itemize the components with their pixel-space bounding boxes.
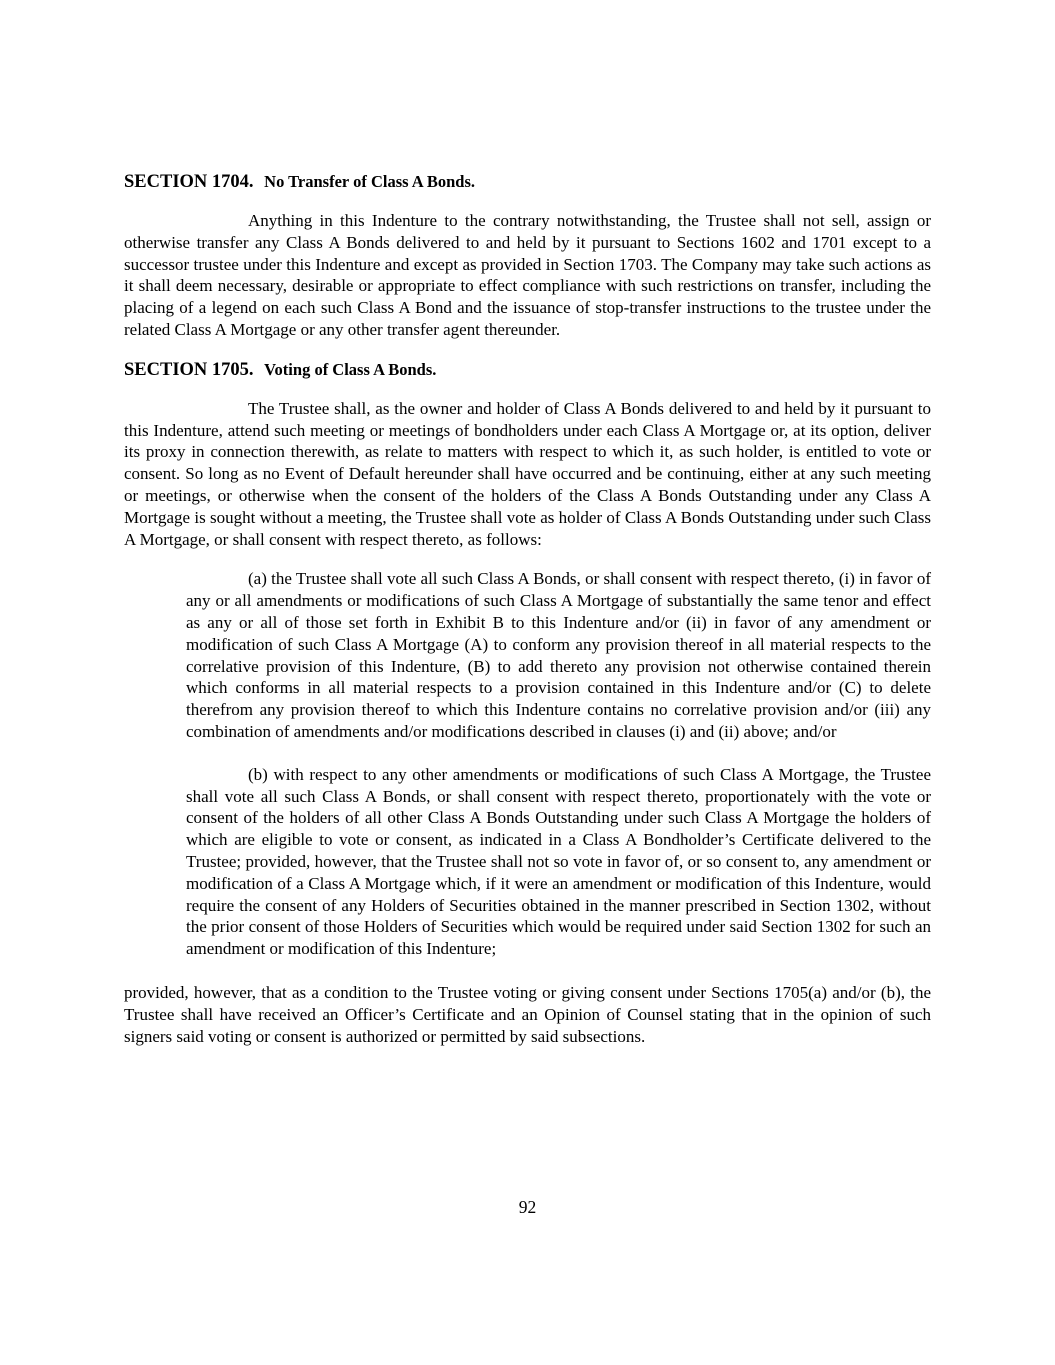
section-1704-paragraph: Anything in this Indenture to the contrary notwithstanding, the Trustee shall not sell, assign or otherwise transfer any Class A Bonds delivered to and held by it pursuant to Sections 1602 and 1701 except to a successor trustee under this Indenture and except as provided in Section 1703. The Company may take such actions as it shall deem necessary, desirable or appropriate to effect compliance with such restrictions on transfer, including the placing of a legend on each such Class A Bond and the issuance of stop-transfer instructions to the trustee under the related Class A Mortgage or any other transfer agent thereunder.: [124, 211, 931, 339]
section-title: Voting of Class A Bonds.: [264, 359, 437, 379]
section-number: SECTION 1705.: [124, 359, 254, 380]
document-page: [124, 171, 931, 1047]
section-1704-heading: [124, 171, 931, 193]
section-1705-paragraph: The Trustee shall, as the owner and holder of Class A Bonds delivered to and held by it pursuant to this Indenture, attend such meeting or meetings of bondholders under each Class A Mortgage or, at its option, deliver its proxy in connection therewith, as relate to matters with respect to which it, as such holder, is entitled to vote or consent. So long as no Event of Default hereunder shall have occurred and be continuing, either at any such meeting or meetings, or otherwise when the consent of the holders of the Class A Bonds Outstanding under any Class A Mortgage is sought without a meeting, the Trustee shall vote as holder of Class A Bonds Outstanding under such Class A Mortgage, or shall consent with respect thereto, as follows:: [124, 398, 931, 549]
clause-b: (b) with respect to any other amendments or modifications of such Class A Mortgage, the Trustee shall vote all such Class A Bonds, or shall consent with respect thereto, proportionately with the vote or consent of the holders of all other Class A Bonds Outstanding under such Class A Mortgage the holders of which are eligible to vote or consent, as indicated in a Class A Bondholder’s Certificate delivered to the Trustee; provided, however, that the Trustee shall not so vote in favor of, or so consent to, any amendment or modification of a Class A Mortgage which, if it were an amendment or modification of this Indenture, would require the consent of any Holders of Securities obtained in the manner prescribed in Section 1302, without the prior consent of those Holders of Securities which would be required under said Section 1302 for such an amendment or modification of this Indenture;: [186, 764, 931, 959]
proviso-paragraph: provided, however, that as a condition to the Trustee voting or giving consent under Sections 1705(a) and/or (b), the Trustee shall have received an Officer’s Certificate and an Opinion of Counsel stating that in the opinion of such signers said voting or consent is authorized or permitted by said subsections.: [124, 982, 931, 1046]
clause-a: (a) the Trustee shall vote all such Class A Bonds, or shall consent with respect thereto, (i) in favor of any or all amendments or modifications of such Class A Mortgage of substantially the same tenor and effect as any or all of those set forth in Exhibit B to this Indenture and/or (ii) in favor of any amendment or modification of such Class A Mortgage (A) to conform any provision thereof in all material respects to the correlative provision of this Indenture, (B) to add thereto any provision not otherwise contained therein which conforms in all material respects to a provision contained in this Indenture and/or (C) to delete therefrom any provision thereof to which this Indenture contains no correlative provision and/or (iii) any combination of amendments and/or modifications described in clauses (i) and (ii) above; and/or: [186, 569, 931, 741]
section-title: No Transfer of Class A Bonds.: [264, 172, 476, 191]
section-number: SECTION 1704.: [124, 172, 254, 192]
section-1705-heading: [124, 359, 931, 381]
page-number: 92: [518, 1197, 537, 1217]
